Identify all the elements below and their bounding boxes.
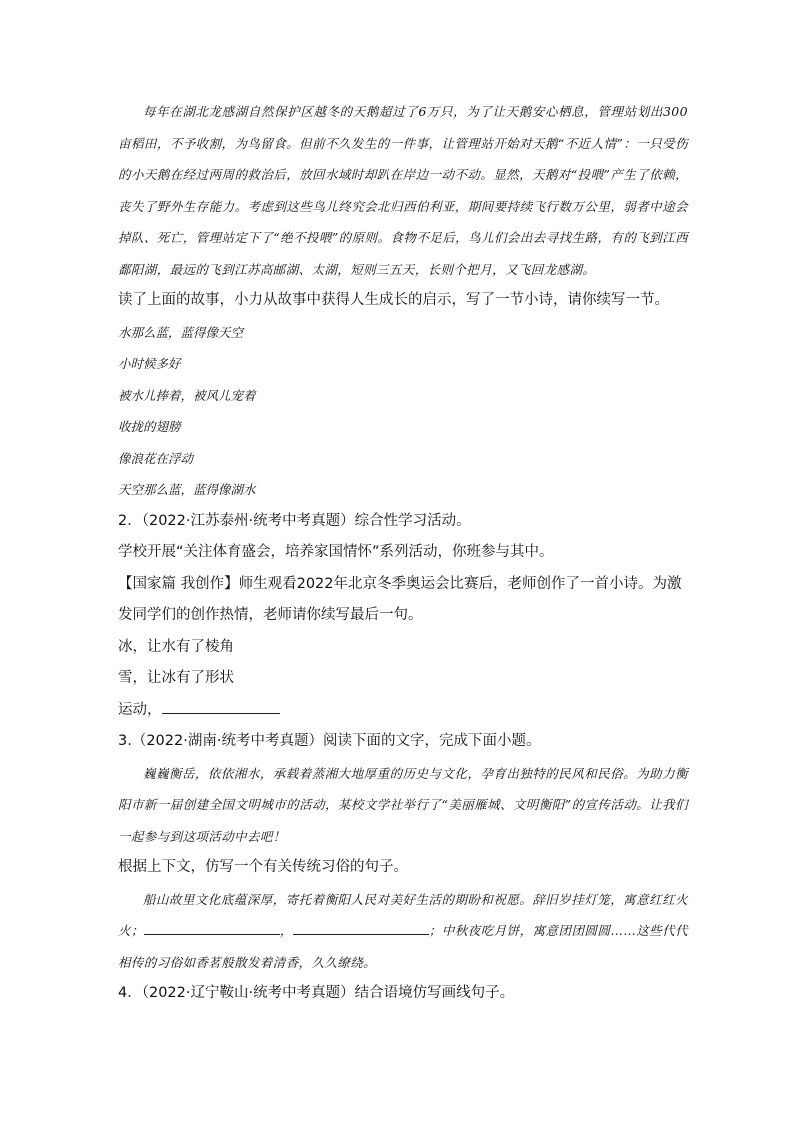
poem-line: 被水儿捧着，被风儿宠着 bbox=[118, 387, 256, 403]
passage-swans: 每年在湖北龙感湖自然保护区越冬的天鹅超过了6万只，为了让天鹅安心栖息，管理站划出300亩稻田，不予收割，为鸟留食。但前不久发生的一件事，让管理站开始对天鹅“不近人情”：一只受伤的小天鹅在经过两周的救治后，放回水域时却趴在岸边一动不动。显然，天鹅对“投喂”产生了依赖，丧失了野外生存能力。考虑到这些鸟儿终究会北归西伯利亚，期间要持续飞行数万公里，弱者中途会掉队、死亡，管理站定下了“绝不投喂”的原则。食物不足后，鸟儿们会出去寻找生路，有的飞到江西鄱阳湖，最远的飞到江苏高邮湖、太湖，短则三五天，长则个把月，又飞回龙感湖。 bbox=[118, 104, 688, 277]
poem-line: 收拢的翅膀 bbox=[118, 419, 181, 434]
answer-blank[interactable] bbox=[144, 919, 280, 935]
poem-line: 冰，让水有了棱角 bbox=[118, 638, 234, 655]
customs-separator: ， bbox=[279, 923, 293, 938]
question4-title: 4．（2022·辽宁鞍山·统考中考真题）结合语境仿写画线句子。 bbox=[118, 985, 515, 1001]
passage-hengyang: 巍巍衡岳，依依湘水，承载着蒸湘大地厚重的历史与文化，孕育出独特的民风和民俗。为助力衡阳市新一届创建全国文明城市的活动，某校文学社举行了“美丽雁城、文明衡阳”的宣传活动。让我们一起参与到这项活动中去吧！ bbox=[118, 765, 688, 844]
poem-line: 雪，让冰有了形状 bbox=[118, 670, 234, 686]
question1-prompt: 读了上面的故事，小力从故事中获得人生成长的启示，写了一节小诗，请你续写一节。 bbox=[118, 292, 669, 308]
question3-title: 3.（2022·湖南·统考中考真题）阅读下面的文字，完成下面小题。 bbox=[118, 733, 541, 749]
poem-line: 小时候多好 bbox=[118, 356, 181, 371]
poem-swans bbox=[118, 317, 688, 506]
poem-line: 像浪花在浮动 bbox=[118, 450, 194, 466]
poem-last-line bbox=[118, 695, 688, 727]
customs-part2: ；中秋夜吃月饼，寓意团团圆圆……这些代代相传的习俗如香茗般散发着清香，久久缭绕。 bbox=[118, 923, 688, 970]
poem-last-prefix: 运动， bbox=[118, 701, 162, 718]
content-area bbox=[118, 96, 688, 1010]
answer-blank[interactable] bbox=[293, 919, 429, 935]
customs-part1: 船山故里文化底蕴深厚，寄托着衡阳人民对美好生活的期盼和祝愿。辞旧岁挂灯笼，寓意红红火火； bbox=[118, 891, 688, 938]
poem-line: 水那么蓝，蓝得像天空 bbox=[118, 324, 244, 340]
poem-winter bbox=[118, 632, 688, 727]
answer-blank[interactable] bbox=[162, 698, 280, 714]
question2-title: 2．（2022·江苏泰州·统考中考真题）综合性学习活动。 bbox=[118, 512, 471, 529]
question3-prompt: 根据上下文，仿写一个有关传统习俗的句子。 bbox=[118, 859, 408, 875]
passage-customs bbox=[118, 884, 688, 979]
poem-line: 天空那么蓝，蓝得像湖水 bbox=[118, 482, 256, 497]
question2-context: 学校开展“关注体育盛会，培养家国情怀”系列活动，你班参与其中。 bbox=[118, 544, 554, 560]
question2-task: 【国家篇 我创作】师生观看2022年北京冬季奥运会比赛后，老师创作了一首小诗。为激发同学们的创作热情，老师请你续写最后一句。 bbox=[118, 575, 682, 623]
